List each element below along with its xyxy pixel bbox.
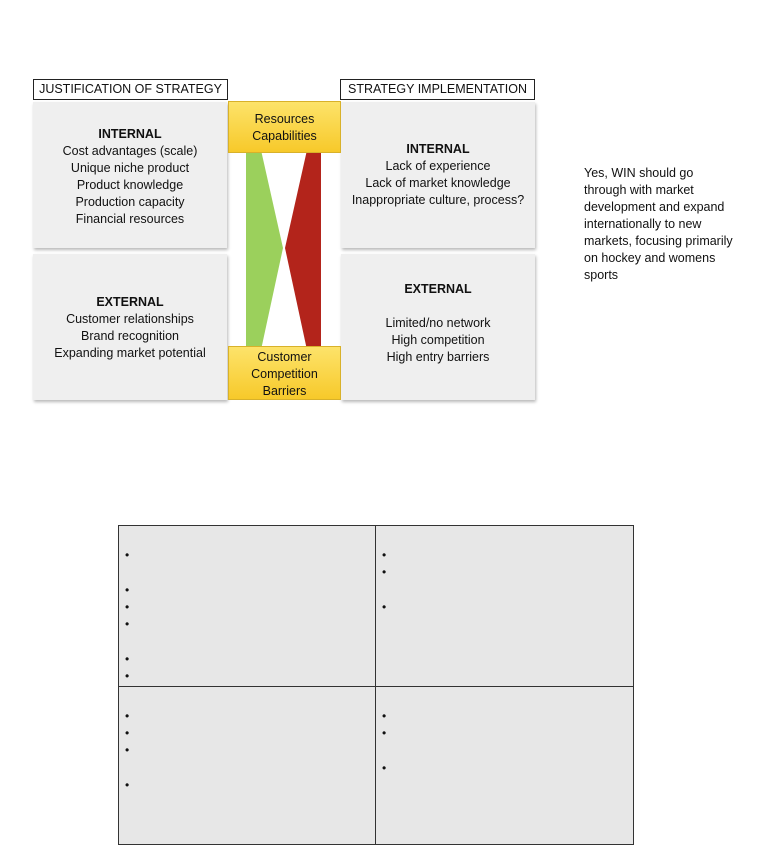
panel-right-external	[341, 254, 535, 400]
resources-capabilities-box	[228, 101, 341, 153]
list-item: High competition	[391, 333, 485, 347]
bullet-marker: •	[382, 565, 387, 579]
panel-title: EXTERNAL	[96, 295, 164, 309]
bullet-marker: •	[125, 726, 130, 740]
box-line: Capabilities	[252, 129, 317, 143]
list-item: Expanding market potential	[54, 346, 206, 360]
list-item: Brand recognition	[81, 329, 179, 343]
customer-competition-barriers-box	[228, 346, 341, 400]
bullet-marker: •	[382, 761, 387, 775]
header-strategy-implementation: STRATEGY IMPLEMENTATION	[340, 79, 535, 100]
bullet-marker: •	[382, 548, 387, 562]
box-line: Resources	[254, 112, 315, 126]
bullet-marker: •	[125, 669, 130, 683]
panel-left-internal	[33, 102, 227, 248]
panel-right-internal	[341, 102, 535, 248]
list-item: Inappropriate culture, process?	[351, 193, 525, 207]
list-item: High entry barriers	[386, 350, 490, 364]
bullet-marker: •	[382, 709, 387, 723]
grid-cell-bottom-left	[119, 687, 376, 844]
list-item: Lack of experience	[385, 159, 491, 173]
list-item: Financial resources	[75, 212, 185, 226]
bullet-grid	[118, 525, 634, 845]
panel-title: INTERNAL	[406, 142, 470, 156]
grid-cell-bottom-right	[376, 687, 633, 844]
list-item: Lack of market knowledge	[365, 176, 511, 190]
bullet-marker: •	[125, 617, 130, 631]
grid-cell-top-left	[119, 526, 376, 687]
box-line: Competition	[251, 367, 318, 381]
panel-left-external	[33, 254, 227, 400]
bullet-marker: •	[125, 709, 130, 723]
list-item: Cost advantages (scale)	[62, 144, 198, 158]
bullet-marker: •	[125, 743, 130, 757]
bullet-marker: •	[125, 583, 130, 597]
bullet-marker: •	[125, 778, 130, 792]
list-item: Product knowledge	[76, 178, 184, 192]
box-line: Customer	[257, 350, 312, 364]
list-item: Limited/no network	[385, 316, 491, 330]
list-item: Customer relationships	[66, 312, 194, 326]
box-line: Barriers	[262, 384, 307, 398]
panel-title: INTERNAL	[98, 127, 162, 141]
grid-cell-top-right	[376, 526, 633, 687]
bullet-marker: •	[125, 548, 130, 562]
recommendation-note: Yes, WIN should go through with market development and expand internationally to new markets, focusing primarily on hockey and womens sports	[584, 166, 733, 282]
bullet-marker: •	[125, 600, 130, 614]
bullet-marker: •	[382, 726, 387, 740]
bullet-marker: •	[125, 652, 130, 666]
list-item: Unique niche product	[70, 161, 190, 175]
panel-title: EXTERNAL	[404, 282, 472, 296]
header-justification-of-strategy: JUSTIFICATION OF STRATEGY	[33, 79, 228, 100]
bullet-marker: •	[382, 600, 387, 614]
list-item: Production capacity	[75, 195, 185, 209]
